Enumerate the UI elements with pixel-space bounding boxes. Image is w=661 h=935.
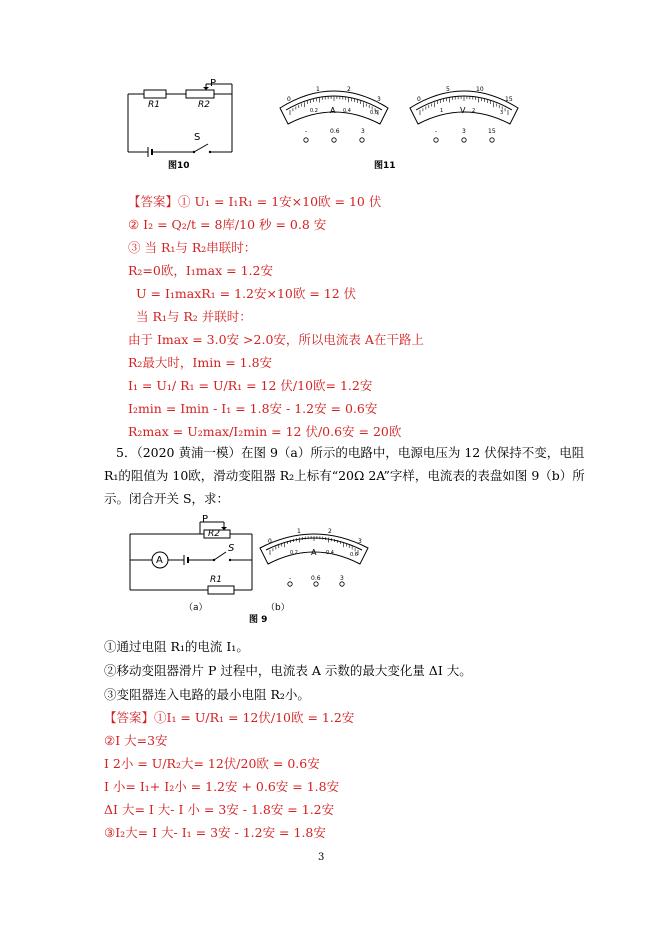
answer2-line-1: 【答案】①I₁ = U/R₁ = 12伏/10欧 = 1.2安 xyxy=(104,710,355,725)
voltmeter-scale-15: 15 xyxy=(505,96,513,103)
ammeter-scale-1: 1 xyxy=(316,86,320,93)
question5-line-1: 5．（2020 黄浦一模）在图 9（a）所示的电路中，电源电压为 12 伏保持不变，电阻 xyxy=(116,445,585,460)
fig9-label-p: P xyxy=(202,514,209,525)
figure-9b-ammeter xyxy=(256,526,374,596)
ammeter-terminal-neg: - xyxy=(305,128,308,135)
answer2-line-5: ΔI 大= I 大- I 小 = 3安 - 1.8安 = 1.2安 xyxy=(104,802,335,817)
ammeter-minor-2: 0.4 xyxy=(343,108,351,114)
question5-line-2: R₁的阻值为 10欧，滑动变阻器 R₂上标有“20Ω 2A”字样，电流表的表盘如图 9（b）所 xyxy=(104,468,585,483)
ammeter-scale-0: 0 xyxy=(287,96,291,103)
answer1-line-6: 当 R₁与 R₂ 并联时： xyxy=(136,309,252,324)
voltmeter-terminal-3: 3 xyxy=(462,128,466,135)
answer1-line-11: R₂max = U₂max/I₂min = 12 伏/0.6安 = 20欧 xyxy=(128,424,402,439)
voltmeter-minor-3: 3 xyxy=(500,110,504,116)
question-item-3: ③变阻器连入电路的最小电阻 R₂小。 xyxy=(104,687,310,702)
voltmeter-unit: V xyxy=(460,106,466,115)
fig9-label-r2: R2 xyxy=(208,529,220,539)
ammeter-terminal-3: 3 xyxy=(361,128,365,135)
fig11-caption: 图11 xyxy=(374,161,396,171)
fig9-meter-terminal-3: 3 xyxy=(340,575,344,582)
ammeter-minor-3: 0.6 xyxy=(370,110,378,116)
voltmeter-scale-10: 10 xyxy=(476,86,484,93)
fig10-label-r1: R1 xyxy=(148,100,160,110)
answer1-line-9: I₁ = U₁/ R₁ = U/R₁ = 12 伏/10欧= 1.2安 xyxy=(128,378,373,393)
fig9-sub-b: （b） xyxy=(266,603,290,613)
fig9-meter-minor-2: 0.4 xyxy=(326,550,334,556)
question-item-2: ②移动变阻器滑片 P 过程中，电流表 A 示数的最大变化量 ΔI 大。 xyxy=(104,663,472,678)
voltmeter-terminal-15: 15 xyxy=(488,128,496,135)
figure-11-meters xyxy=(276,80,526,152)
answer2-line-3: I 2小 = U/R₂大= 12伏/20欧 = 0.6安 xyxy=(104,756,320,771)
answer1-line-5: U = I₁maxR₁ = 1.2安×10欧 = 12 伏 xyxy=(136,286,357,301)
fig9-meter-terminal-neg: - xyxy=(289,575,292,582)
voltmeter-scale-0: 0 xyxy=(417,96,421,103)
fig9-label-r1: R1 xyxy=(210,575,222,585)
fig9-meter-scale-3: 3 xyxy=(358,538,362,545)
answer2-line-4: I 小= I₁+ I₂小 = 1.2安 + 0.6安 = 1.8安 xyxy=(104,779,340,794)
answer1-line-4: R₂=0欧，I₁max = 1.2安 xyxy=(128,263,273,278)
ammeter-scale-2: 2 xyxy=(347,86,351,93)
answer2-line-6: ③I₂大= I 大- I₁ = 3安 - 1.2安 = 1.8安 xyxy=(104,825,326,840)
fig10-label-r2: R2 xyxy=(198,100,210,110)
fig9-meter-minor-1: 0.2 xyxy=(290,550,298,556)
fig9-label-a: A xyxy=(156,555,163,566)
fig9-meter-unit: A xyxy=(311,548,317,557)
ammeter-minor-1: 0.2 xyxy=(310,108,318,114)
fig9-meter-minor-3: 0.6 xyxy=(350,552,358,558)
question5-line-3: 示。闭合开关 S，求： xyxy=(104,491,230,506)
voltmeter-minor-1: 1 xyxy=(440,108,444,114)
answer2-line-2: ②I 大=3安 xyxy=(104,733,168,748)
fig9-sub-a: （a） xyxy=(184,603,208,613)
answer1-line-2: ② I₂ = Q₂/t = 8库/10 秒 = 0.8 安 xyxy=(128,217,327,232)
fig9-meter-scale-1: 1 xyxy=(297,528,301,535)
fig9-label-s: S xyxy=(228,543,235,554)
fig9-meter-scale-2: 2 xyxy=(328,528,332,535)
voltmeter-scale-5: 5 xyxy=(446,86,450,93)
fig9-caption: 图 9 xyxy=(249,615,268,625)
answer1-line-3: ③ 当 R₁与 R₂串联时： xyxy=(128,240,257,255)
fig10-label-s: S xyxy=(194,132,201,143)
answer1-line-8: R₂最大时，Imin = 1.8安 xyxy=(128,355,273,370)
question-item-1: ①通过电阻 R₁的电流 I₁。 xyxy=(104,639,249,654)
answer1-line-1: 【答案】① U₁ = I₁R₁ = 1安×10欧 = 10 伏 xyxy=(128,194,382,209)
voltmeter-minor-2: 2 xyxy=(472,108,476,114)
ammeter-scale-3: 3 xyxy=(377,96,381,103)
ammeter-terminal-06: 0.6 xyxy=(330,128,340,135)
answer1-line-7: 由于 Imax = 3.0安 >2.0安，所以电流表 A在干路上 xyxy=(128,332,424,347)
fig9-meter-terminal-06: 0.6 xyxy=(311,575,321,582)
figure-10-circuit xyxy=(124,80,239,158)
figure-9a-circuit xyxy=(126,514,258,596)
meter-ticks xyxy=(290,96,508,115)
voltmeter-terminal-neg: - xyxy=(435,128,438,135)
fig10-label-p: P xyxy=(210,78,217,89)
fig9-meter-scale-0: 0 xyxy=(268,538,272,545)
page-number: 3 xyxy=(318,852,325,863)
answer1-line-10: I₂min = Imin - I₁ = 1.8安 - 1.2安 = 0.6安 xyxy=(128,401,378,416)
ammeter-unit: A xyxy=(330,106,336,115)
fig10-caption: 图10 xyxy=(168,161,190,171)
